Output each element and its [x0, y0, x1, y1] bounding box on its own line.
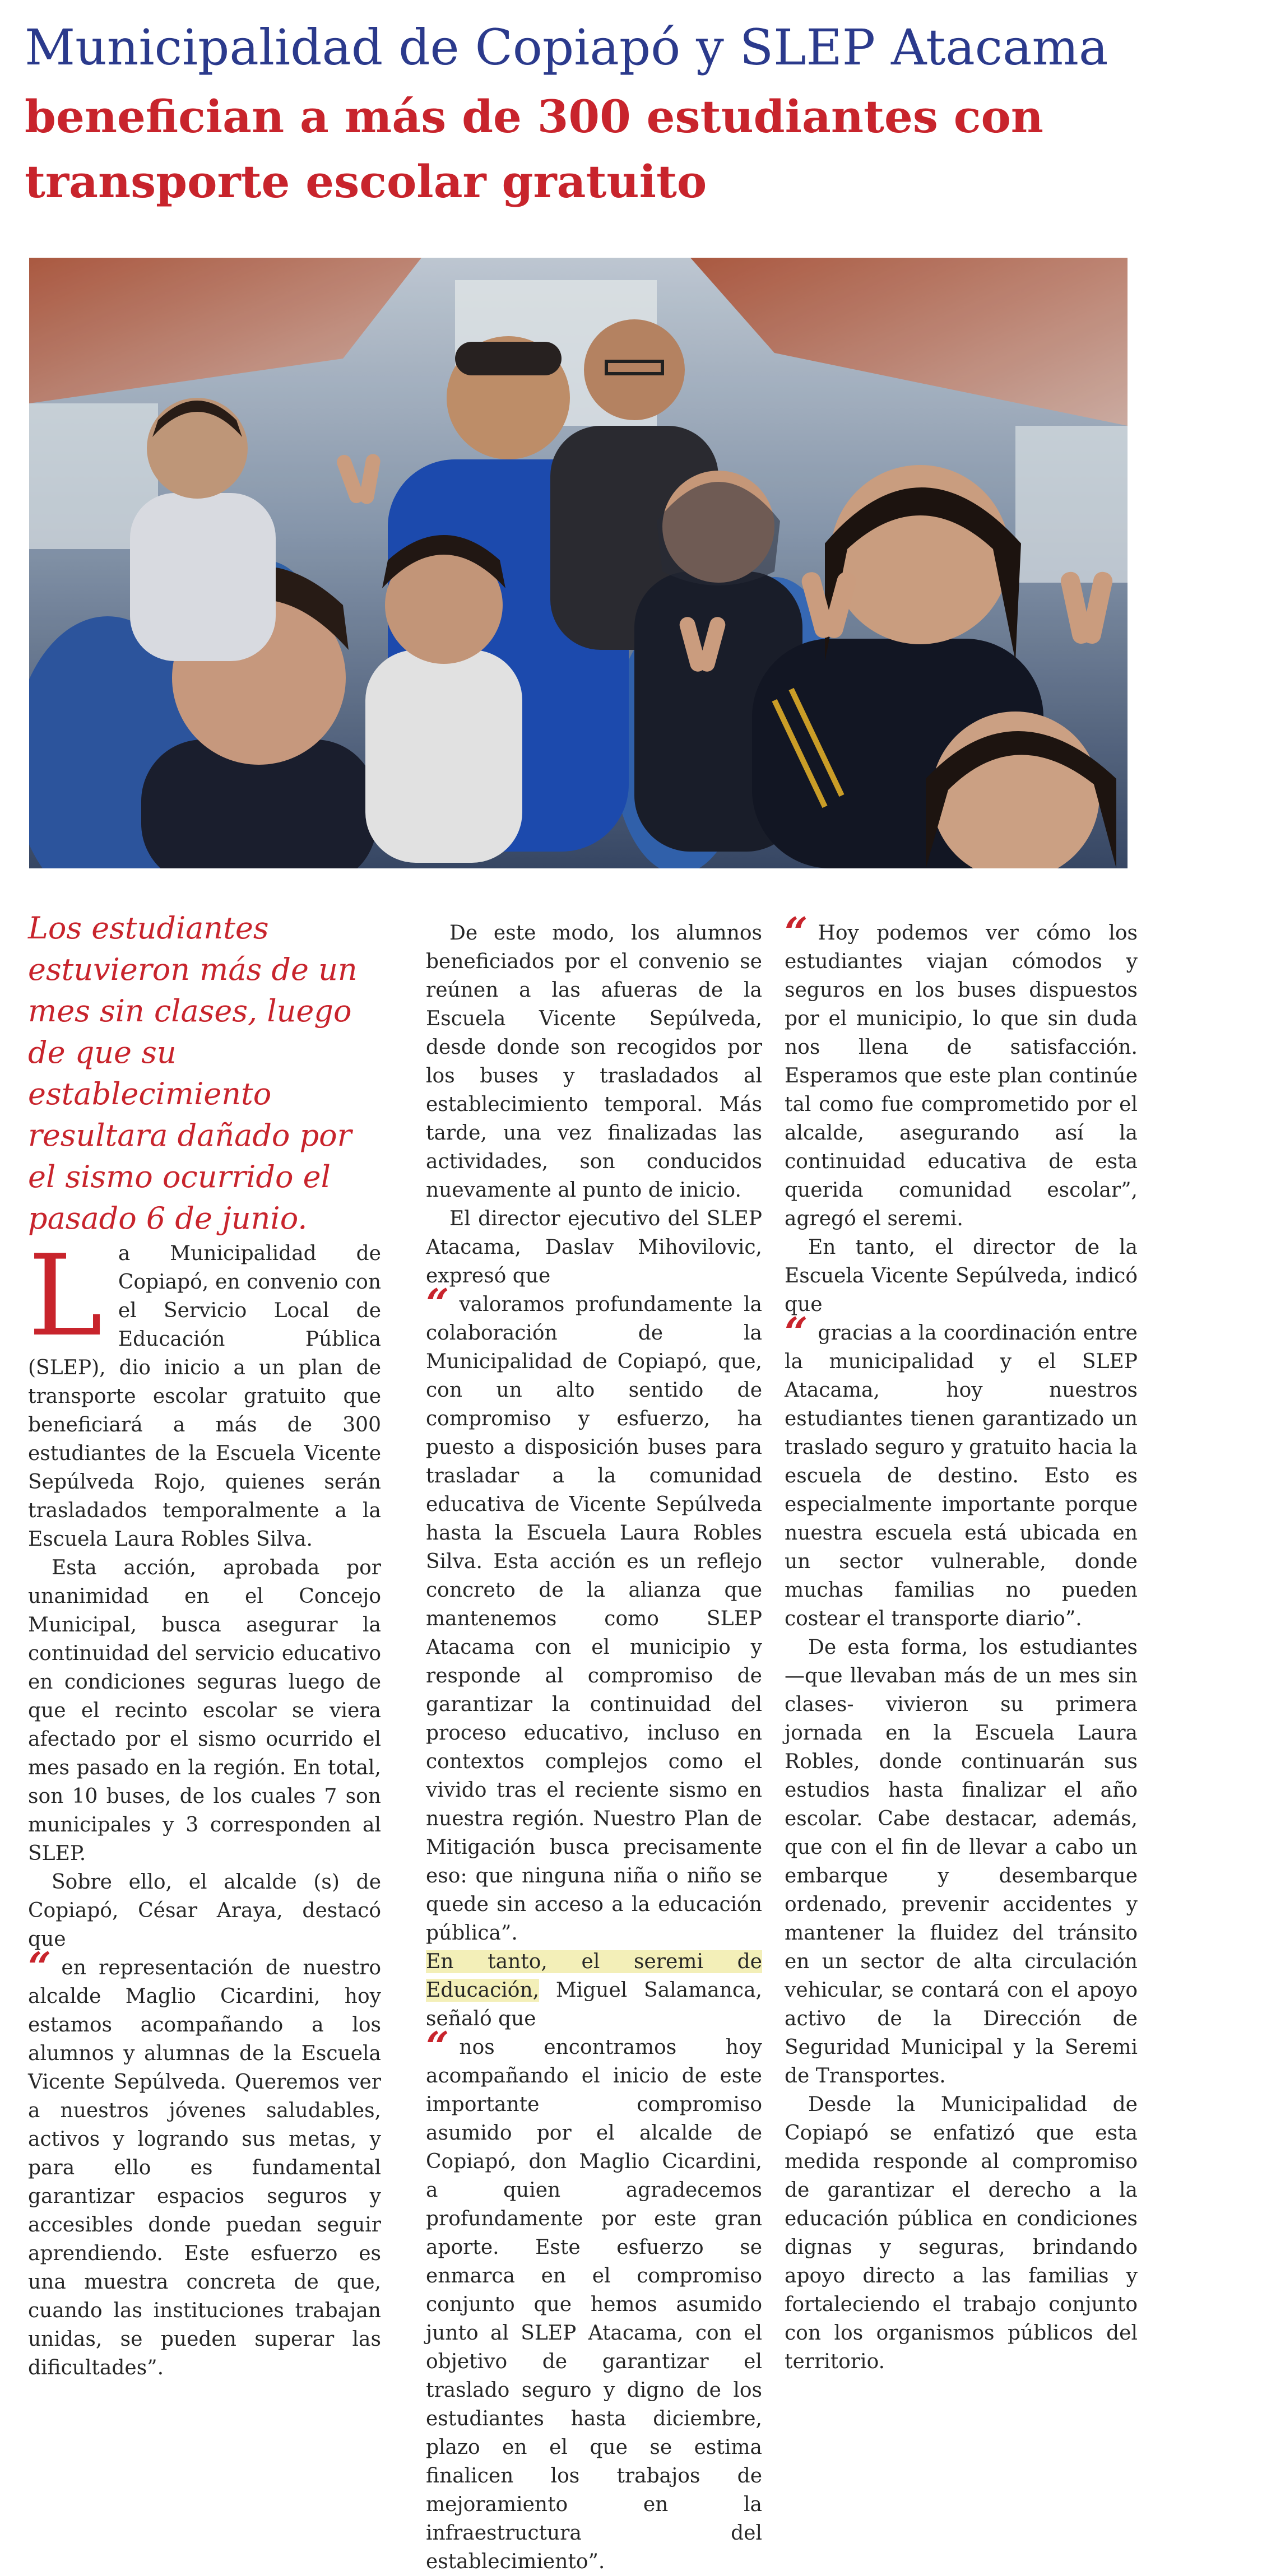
quote-text: Hoy podemos ver cómo los estudiantes viajan cómodos y seguros en los buses dispuestos por el municipio, lo que sin duda nos llena de satisfacción. Esperamos que este plan continúe tal como fue comprometido por el alcalde, asegurando así la continuidad educativa de esta querida comunidad escolar”, agregó el seremi. — [785, 922, 1138, 1230]
article-column-1 — [28, 908, 381, 2382]
article-column-3 — [785, 908, 1138, 2376]
opening-text: a Municipalidad de Copiapó, en convenio con el Servicio Local de Educación Pública (SLEP), dio inicio a un plan de transporte escolar gratuito que beneficiará a más de 300 estudiantes de la Escuela Vicente Sepúlveda Rojo, quienes serán trasladados temporalmente a la Escuela Laura Robles Silva. — [28, 1242, 381, 1551]
paragraph: En tanto, el director de la Escuela Vicente Sepúlveda, indicó que — [785, 1236, 1138, 1316]
paragraph: Desde la Municipalidad de Copiapó se enfatizó que esta medida responde al compromiso de garantizar el derecho a la educación pública en condiciones dignas y seguras, brindando apoyo directo a las familias y fortaleciendo el trabajo conjunto con los organismos públicos del territorio. — [785, 2093, 1138, 2373]
lead-paragraph: Los estudiantes estuvieron más de un mes sin clases, luego de que su establecimiento resultara dañado por el sismo ocurrido el pasado 6 de junio. — [28, 910, 358, 1236]
quote-text: gracias a la coordinación entre la municipalidad y el SLEP Atacama, hoy nuestros estudiantes tienen garantizado un traslado seguro y gratuito hacia la escuela de destino. Esto es especialmente importante porque nuestra escuela está ubicada en un sector vulnerable, donde muchas familias no pueden costear el transporte diario”. — [785, 1322, 1138, 1630]
headline-line-2: benefician a más de 300 estudiantes con transporte escolar gratuito — [25, 90, 1043, 208]
opening-paragraph — [28, 1231, 381, 1554]
quote-paragraph — [28, 1943, 381, 2382]
drop-cap: L — [28, 1231, 103, 1361]
quote-paragraph — [426, 2022, 762, 2576]
paragraph: De esta forma, los estudiantes —que llevaban más de un mes sin clases- vivieron su primera jornada en la Escuela Laura Robles, donde continuarán sus estudios hasta finalizar el año escolar. Cabe destacar, además, que con el fin de llevar a cabo un embarque y desembarque ordenado, prevenir accidentes y mantener la fluidez del tránsito en un sector de alta circulación vehicular, se contará con el apoyo activo de la Dirección de Seguridad Municipal y la Seremi de Transportes. — [785, 1636, 1138, 2087]
quote-text: en representación de nuestro alcalde Maglio Cicardini, hoy estamos acompañando a los alumnos y alumnas de la Escuela Vicente Sepúlveda. Queremos ver a nuestros jóvenes saludables, activos y logrando sus metas, y para ello es fundamental garantizar espacios seguros y accesibles donde puedan seguir aprendiendo. Este esfuerzo es una muestra concreta de que, cuando las instituciones trabajan unidas, se pueden superar las dificultades”. — [28, 1956, 381, 2379]
quote-mark-icon: “ — [426, 2022, 449, 2070]
article-column-2 — [426, 919, 762, 2576]
quote-paragraph — [785, 1308, 1138, 1633]
highlighted-text: En tanto, el seremi de Educación, — [426, 1950, 762, 2002]
quote-mark-icon: “ — [785, 908, 808, 956]
paragraph: De este modo, los alumnos beneficiados por el convenio se reúnen a las afueras de la Escuela Vicente Sepúlveda, desde donde son recogidos por los buses y trasladados al establecimiento temporal. Más tarde, una vez finalizadas las actividades, son conducidos nuevamente al punto de inicio. — [426, 922, 762, 1202]
quote-mark-icon: “ — [426, 1280, 449, 1327]
students-on-bus-illustration — [29, 258, 1128, 868]
quote-text: valoramos profundamente la colaboración de la Municipalidad de Copiapó, que, con un alto sentido de compromiso y esfuerzo, ha puesto a disposición buses para trasladar a la comunidad educativa de Vicente Sepúlveda hasta la Escuela Laura Robles Silva. Esta acción es un reflejo concreto de la alianza que mantenemos como SLEP Atacama con el municipio y responde al compromiso de garantizar la continuidad del proceso educativo, incluso en contextos complejos como el vivido tras el reciente sismo en nuestra región. Nuestro Plan de Mitigación busca precisamente eso: que ninguna niña o niño se quede sin acceso a la educación pública”. — [426, 1293, 762, 1945]
paragraph: El director ejecutivo del SLEP Atacama, Daslav Mihovilovic, expresó que — [426, 1207, 762, 1287]
article-photo — [29, 258, 1128, 868]
quote-paragraph — [785, 908, 1138, 1233]
headline-line-1: Municipalidad de Copiapó y SLEP Atacama — [25, 18, 1108, 76]
paragraph — [426, 1947, 762, 2033]
quote-mark-icon: “ — [28, 1943, 52, 1991]
quote-text: nos encontramos hoy acompañando el inicio de este importante compromiso asumido por el alcalde de Copiapó, don Maglio Cicardini, a quien agradecemos profundamente por este gran aporte. Este esfuerzo se enmarca en el compromiso conjunto que hemos asumido junto al SLEP Atacama, con el objetivo de garantizar el traslado seguro y digno de los estudiantes hasta diciembre, plazo en el que se estima finalicen los trabajos de mejoramiento en la infraestructura del establecimiento”. — [426, 2036, 762, 2573]
paragraph-text: Miguel Salamanca, señaló que — [426, 1979, 762, 2030]
quote-mark-icon: “ — [785, 1308, 808, 1356]
paragraph: Esta acción, aprobada por unanimidad en el Concejo Municipal, busca asegurar la continuidad del servicio educativo en condiciones seguras luego de que el recinto escolar se viera afectado por el sismo ocurrido el mes pasado en la región. En total, son 10 buses, de los cuales 7 son municipales y 3 corresponden al SLEP. — [28, 1556, 381, 1865]
paragraph: Sobre ello, el alcalde (s) de Copiapó, César Araya, destacó que — [28, 1871, 381, 1951]
quote-paragraph — [426, 1280, 762, 1947]
